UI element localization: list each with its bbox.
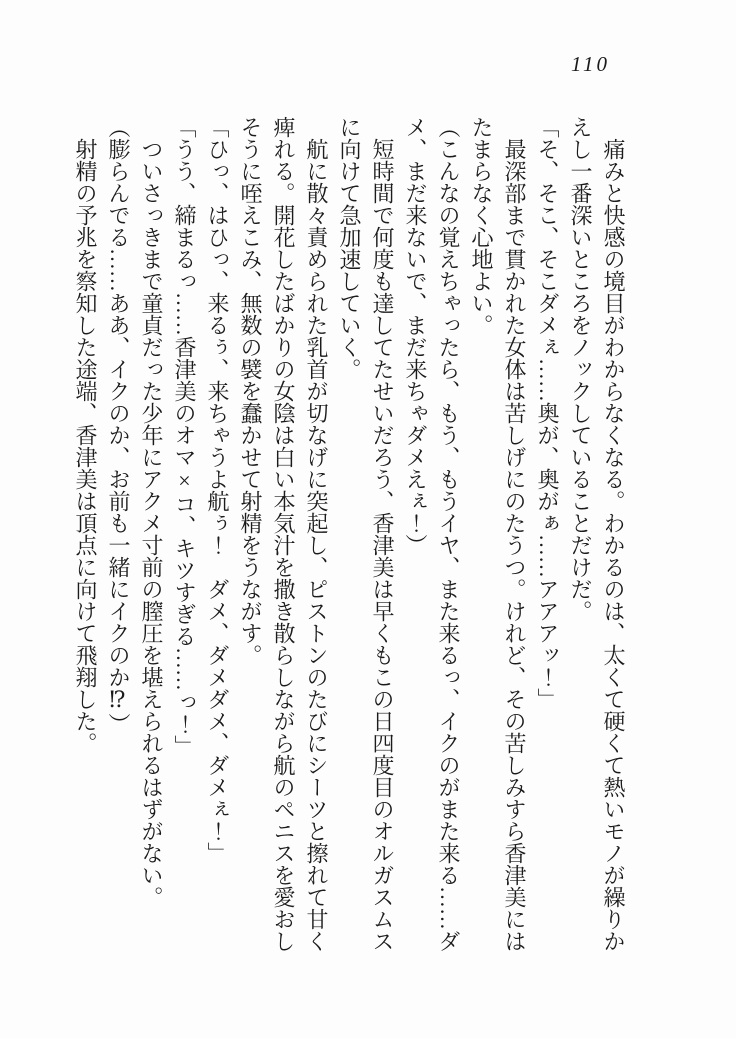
paragraph: 最深部まで貫かれた女体は苦しげにのたうつ。けれど、その苦しみすら香津美にはたまらなく心地よい。: [469, 116, 527, 952]
body-text: [69, 116, 630, 952]
paragraph-dialogue: 「うう、締まるっ……香津美のオマ×コ、キツすぎる……っ！」: [172, 116, 197, 757]
paragraph: 射精の予兆を察知した途端、香津美は頂点に向けて飛翔した。: [73, 138, 98, 754]
paragraph: 痛みと快感の境目がわからなくなる。わかるのは、太くて硬くて熱いモノが繰りかえし一番深いところをノックしていることだけだ。: [568, 116, 626, 952]
paragraph-inner-monologue: （膨らんでる……ああ、イクのか、お前も一緒にイクのか⁉）: [106, 116, 131, 735]
page-number: 110: [571, 52, 610, 76]
paragraph: 短時間で何度も達してたせいだろう、香津美は早くもこの日四度目のオルガスムスに向けて急加速していく。: [337, 116, 395, 952]
paragraph: ついさっきまで童貞だった少年にアクメ寸前の膣圧を堪えられるはずがない。: [139, 138, 164, 908]
paragraph-inner-monologue: （こんなの覚えちゃったら、もう、もうイヤ、また来るっ、イクのがまた来る……ダメ、まだ来ないで、まだ来ちゃダメえぇ！）: [403, 116, 461, 952]
paragraph-dialogue: 「そ、そこ、そこダメぇ……奥が、奥がぁ……アアアッ！」: [535, 116, 560, 710]
paragraph-dialogue: 「ひっ、はひっ、来るぅ、来ちゃうよ航ぅ！ ダメ、ダメダメ、ダメぇ！」: [205, 116, 230, 864]
paragraph: 航に散々責められた乳首が切なげに突起し、ピストンのたびにシーツと擦れて甘く痺れる。開花したばかりの女陰は白い本気汁を撒き散らしながら航のペニスを愛おしそうに咥えこみ、無数の襞を蠢かせて射精をうながす。: [238, 116, 329, 952]
